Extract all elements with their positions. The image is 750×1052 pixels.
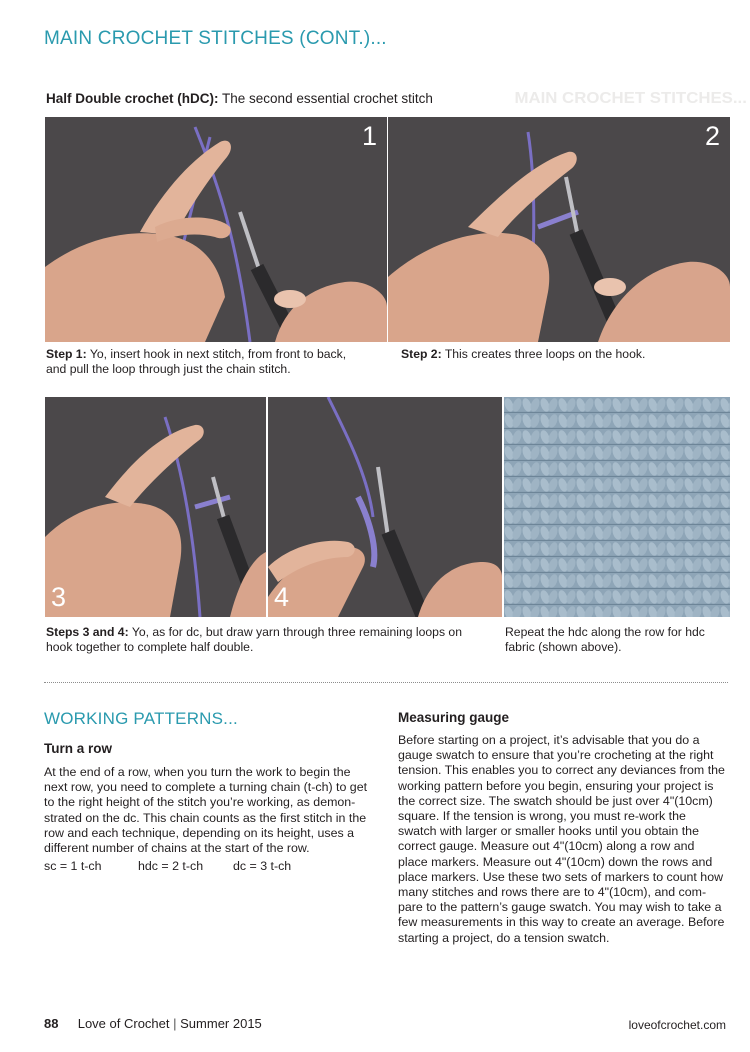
magazine-name: Love of Crochet — [77, 1016, 170, 1031]
steps-3-4-text-2: hook together to complete half double. — [46, 640, 254, 654]
turn-line: strated on the dc. This chain counts as the first stitch in the — [44, 810, 367, 825]
gauge-line: swatch with larger or smaller hooks until you obtain the — [398, 824, 699, 839]
swatch-caption-line-2: fabric (shown above). — [505, 640, 622, 654]
website-url[interactable]: loveofcrochet.com — [628, 1018, 726, 1032]
step-1-caption — [46, 347, 381, 377]
gauge-line: place markers. Measure out 4"(10cm) down the rows and — [398, 854, 713, 869]
steps-3-4-caption — [46, 625, 496, 655]
step-4-photo — [268, 397, 502, 617]
measuring-gauge-text — [398, 733, 733, 946]
step-3-photo — [45, 397, 266, 617]
ghost-show-through-text: MAIN CROCHET STITCHES... — [514, 90, 747, 107]
step-2-caption — [401, 347, 731, 362]
step-2-label: Step 2: — [401, 347, 442, 361]
gauge-line: starting a project, do a tension swatch. — [398, 930, 610, 945]
turn-line: row and each technique, depending on its height, uses a — [44, 825, 354, 840]
step-2-text: This creates three loops on the hook. — [444, 347, 646, 361]
footer-separator: | — [173, 1016, 177, 1031]
step-number: 3 — [51, 582, 67, 612]
gauge-line: place markers. Use these two sets of markers to count how — [398, 869, 724, 884]
step-2-photo — [388, 117, 730, 342]
ratio-hdc: hdc = 2 t-ch — [138, 859, 204, 873]
turn-line: different number of chains at the start of the row. — [44, 841, 310, 856]
issue-date: Summer 2015 — [180, 1016, 262, 1031]
turn-a-row-text — [44, 765, 374, 856]
section-divider — [44, 682, 728, 683]
swatch-caption — [505, 625, 733, 655]
measuring-gauge-heading: Measuring gauge — [398, 710, 510, 725]
hdc-description: The second essential crochet stitch — [222, 91, 433, 106]
gauge-line: the correct size. The swatch should be just over 4"(10cm) — [398, 793, 713, 808]
page-footer-left — [44, 1016, 262, 1031]
gauge-line: tension. This enables you to correct any deviances from the — [398, 763, 725, 778]
turn-line: to the right height of the stitch you’re working, as demon- — [44, 795, 356, 810]
steps-3-4-text: Yo, as for dc, but draw yarn through three remaining loops on — [131, 625, 462, 639]
ratio-sc: sc = 1 t-ch — [44, 859, 102, 873]
hdc-heading — [46, 91, 433, 106]
gauge-line: correct gauge. Measure out 4"(10cm) along a row and — [398, 839, 695, 854]
gauge-line: few measurements in this way to create an average. Before — [398, 915, 725, 930]
step-1-label: Step 1: — [46, 347, 87, 361]
working-patterns-title: WORKING PATTERNS... — [44, 709, 238, 728]
page-number: 88 — [44, 1016, 59, 1031]
turn-a-row-heading: Turn a row — [44, 741, 113, 756]
swatch-caption-line-1: Repeat the hdc along the row for hdc — [505, 625, 705, 639]
step-number: 4 — [274, 582, 290, 612]
step-1-text: Yo, insert hook in next stitch, from front to back, — [89, 347, 347, 361]
step-1-text-2: and pull the loop through just the chain stitch. — [46, 362, 291, 376]
step-1-photo — [45, 117, 387, 342]
gauge-line: many stitches and rows there are to 4"(10cm), and com- — [398, 885, 707, 900]
step-number: 1 — [361, 121, 377, 151]
hdc-label: Half Double crochet (hDC): — [46, 91, 219, 106]
gauge-line: Before starting on a project, it’s advisable that you do a — [398, 733, 700, 747]
page-section-title: MAIN CROCHET STITCHES (CONT.)... — [44, 28, 387, 49]
step-number: 2 — [704, 121, 720, 151]
gauge-line: gauge swatch to ensure that you’re crocheting at the right — [398, 748, 714, 763]
turn-line: next row, you need to complete a turning chain (t-ch) to get — [44, 780, 368, 795]
turn-line: At the end of a row, when you turn the work to begin the — [44, 765, 351, 779]
steps-3-4-label: Steps 3 and 4: — [46, 625, 129, 639]
gauge-line: working pattern before you begin, ensuring your project is — [398, 778, 714, 793]
gauge-line: pare to the pattern’s gauge swatch. You may wish to take a — [398, 900, 722, 915]
hdc-fabric-swatch-photo — [504, 397, 730, 617]
ratio-dc: dc = 3 t-ch — [233, 859, 292, 873]
gauge-line: square. If the tension is wrong, you must re-work the — [398, 809, 686, 824]
